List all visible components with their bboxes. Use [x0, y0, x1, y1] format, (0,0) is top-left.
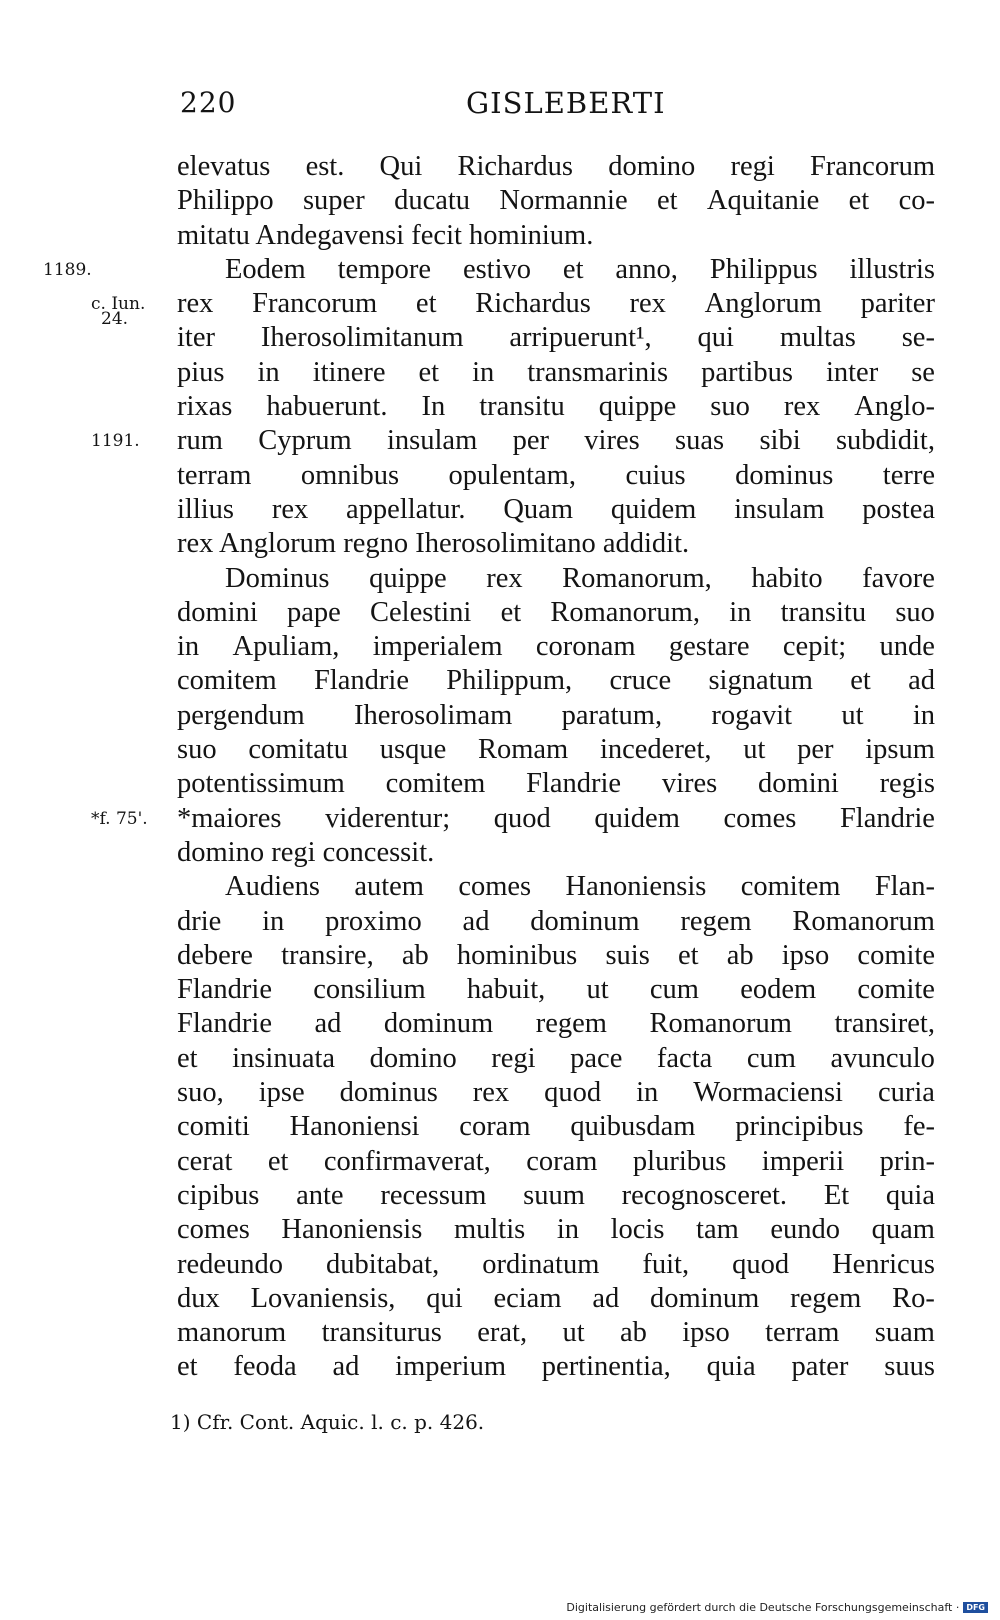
line-text: redeundo dubitabat, ordinatum fuit, quod Henricus — [177, 1248, 935, 1280]
margin-note: c. Iun. — [91, 294, 146, 315]
line-text: rum Cyprum insulam per vires suas sibi subdidit, — [177, 425, 935, 457]
line-text: elevatus est. Qui Richardus domino regi Francorum — [177, 151, 935, 182]
text-line — [177, 459, 935, 493]
line-text: rixas habuerunt. In transitu quippe suo rex Anglo- — [177, 391, 935, 423]
page-number: 220 — [180, 86, 237, 119]
text-line — [177, 596, 935, 630]
line-text: suo comitatu usque Romam incederet, ut per ipsum — [177, 734, 935, 766]
text-line — [177, 1248, 935, 1282]
text-line — [177, 1110, 935, 1144]
line-text: cerat et confirmaverat, coram pluribus imperii prin- — [177, 1145, 935, 1177]
line-text: terram omnibus opulentam, cuius dominus terre — [177, 459, 935, 491]
line-text: debere transire, ab hominibus suis et ab ipso comite — [177, 939, 935, 971]
line-text: Flandrie consilium habuit, ut cum eodem comite — [177, 974, 935, 1006]
line-text: pius in itinere et in transmarinis partibus inter se — [177, 356, 935, 388]
dfg-logo-icon: DFG — [963, 1602, 988, 1613]
text-line — [91, 802, 935, 836]
text-line — [177, 1042, 935, 1076]
text-line — [177, 1213, 935, 1247]
line-text: domini pape Celestini et Romanorum, in transitu suo — [177, 596, 935, 628]
text-line — [177, 699, 935, 733]
text-line — [177, 1179, 935, 1213]
text-line — [177, 733, 935, 767]
text-line — [177, 630, 935, 664]
digitization-credit — [566, 1601, 988, 1614]
text-line — [177, 321, 935, 355]
page-header — [180, 86, 666, 126]
text-line — [177, 939, 935, 973]
text-line — [177, 1316, 935, 1350]
text-line — [177, 527, 935, 561]
line-text: *maiores viderentur; quod quidem comes Flandrie — [177, 802, 935, 834]
line-text: Dominus quippe rex Romanorum, habito favore — [225, 562, 935, 594]
margin-note: 1189. — [43, 259, 92, 280]
line-text: comes Hanoniensis multis in locis tam eundo quam — [177, 1214, 935, 1246]
line-text: comiti Hanoniensi coram quibusdam principibus fe- — [177, 1111, 935, 1143]
line-text: et insinuata domino regi pace facta cum avunculo — [177, 1042, 935, 1074]
line-text: potentissimum comitem Flandrie vires domini regis — [177, 768, 935, 800]
line-text: dux Lovaniensis, qui eciam ad dominum regem Ro- — [177, 1282, 935, 1314]
line-text: illius rex appellatur. Quam quidem insulam postea — [177, 493, 935, 525]
text-line — [177, 973, 935, 1007]
line-text: mitatu Andegavensi fecit hominium. — [177, 219, 594, 251]
text-line — [177, 1350, 935, 1384]
line-text: pergendum Iherosolimam paratum, rogavit ut in — [177, 699, 935, 731]
line-text: rex Francorum et Richardus rex Anglorum pariter — [177, 288, 935, 320]
text-line — [177, 870, 935, 904]
line-text: manorum transiturus erat, ut ab ipso terram suam — [177, 1317, 935, 1349]
text-line — [177, 219, 935, 253]
line-text: Philippo super ducatu Normannie et Aquitanie et co- — [177, 185, 935, 217]
text-line — [177, 664, 935, 698]
body-text — [43, 150, 935, 1385]
text-line — [177, 905, 935, 939]
line-text: Flandrie ad dominum regem Romanorum transiret, — [177, 1008, 935, 1040]
margin-note: 1191. — [91, 431, 140, 452]
line-text: drie in proximo ad dominum regem Romanorum — [177, 905, 935, 937]
text-line — [177, 390, 935, 424]
text-line — [177, 836, 935, 870]
footnote: 1) Cfr. Cont. Aquic. l. c. p. 426. — [170, 1410, 485, 1434]
line-text: comitem Flandrie Philippum, cruce signatum et ad — [177, 665, 935, 697]
line-text: Audiens autem comes Hanoniensis comitem Flan- — [225, 871, 935, 903]
margin-note-sub: 24. — [101, 309, 129, 330]
text-line — [177, 184, 935, 218]
line-text: rex Anglorum regno Iherosolimitano addidit. — [177, 528, 690, 560]
text-line — [177, 1145, 935, 1179]
credit-text: Digitalisierung gefördert durch die Deutsche Forschungsgemeinschaft · — [566, 1601, 960, 1614]
line-text: iter Iherosolimitanum arripuerunt¹, qui multas se- — [177, 322, 935, 354]
line-text: suo, ipse dominus rex quod in Wormaciensi curia — [177, 1077, 935, 1109]
text-line — [91, 287, 935, 330]
text-line — [43, 253, 935, 287]
text-line — [177, 356, 935, 390]
text-line — [91, 424, 935, 458]
text-line — [177, 1076, 935, 1110]
margin-note: *f. 75'. — [91, 808, 148, 829]
line-text: et feoda ad imperium pertinentia, quia pater suus — [177, 1351, 935, 1383]
text-line — [177, 150, 935, 184]
text-line — [177, 1282, 935, 1316]
text-line — [177, 562, 935, 596]
running-title: GISLEBERTI — [466, 86, 666, 120]
text-line — [177, 1007, 935, 1041]
text-line — [177, 767, 935, 801]
line-text: in Apuliam, imperialem coronam gestare cepit; unde — [177, 631, 935, 663]
line-text: domino regi concessit. — [177, 836, 435, 868]
line-text: Eodem tempore estivo et anno, Philippus illustris — [225, 253, 935, 285]
text-line — [177, 493, 935, 527]
line-text: cipibus ante recessum suum recognosceret. Et quia — [177, 1179, 935, 1211]
